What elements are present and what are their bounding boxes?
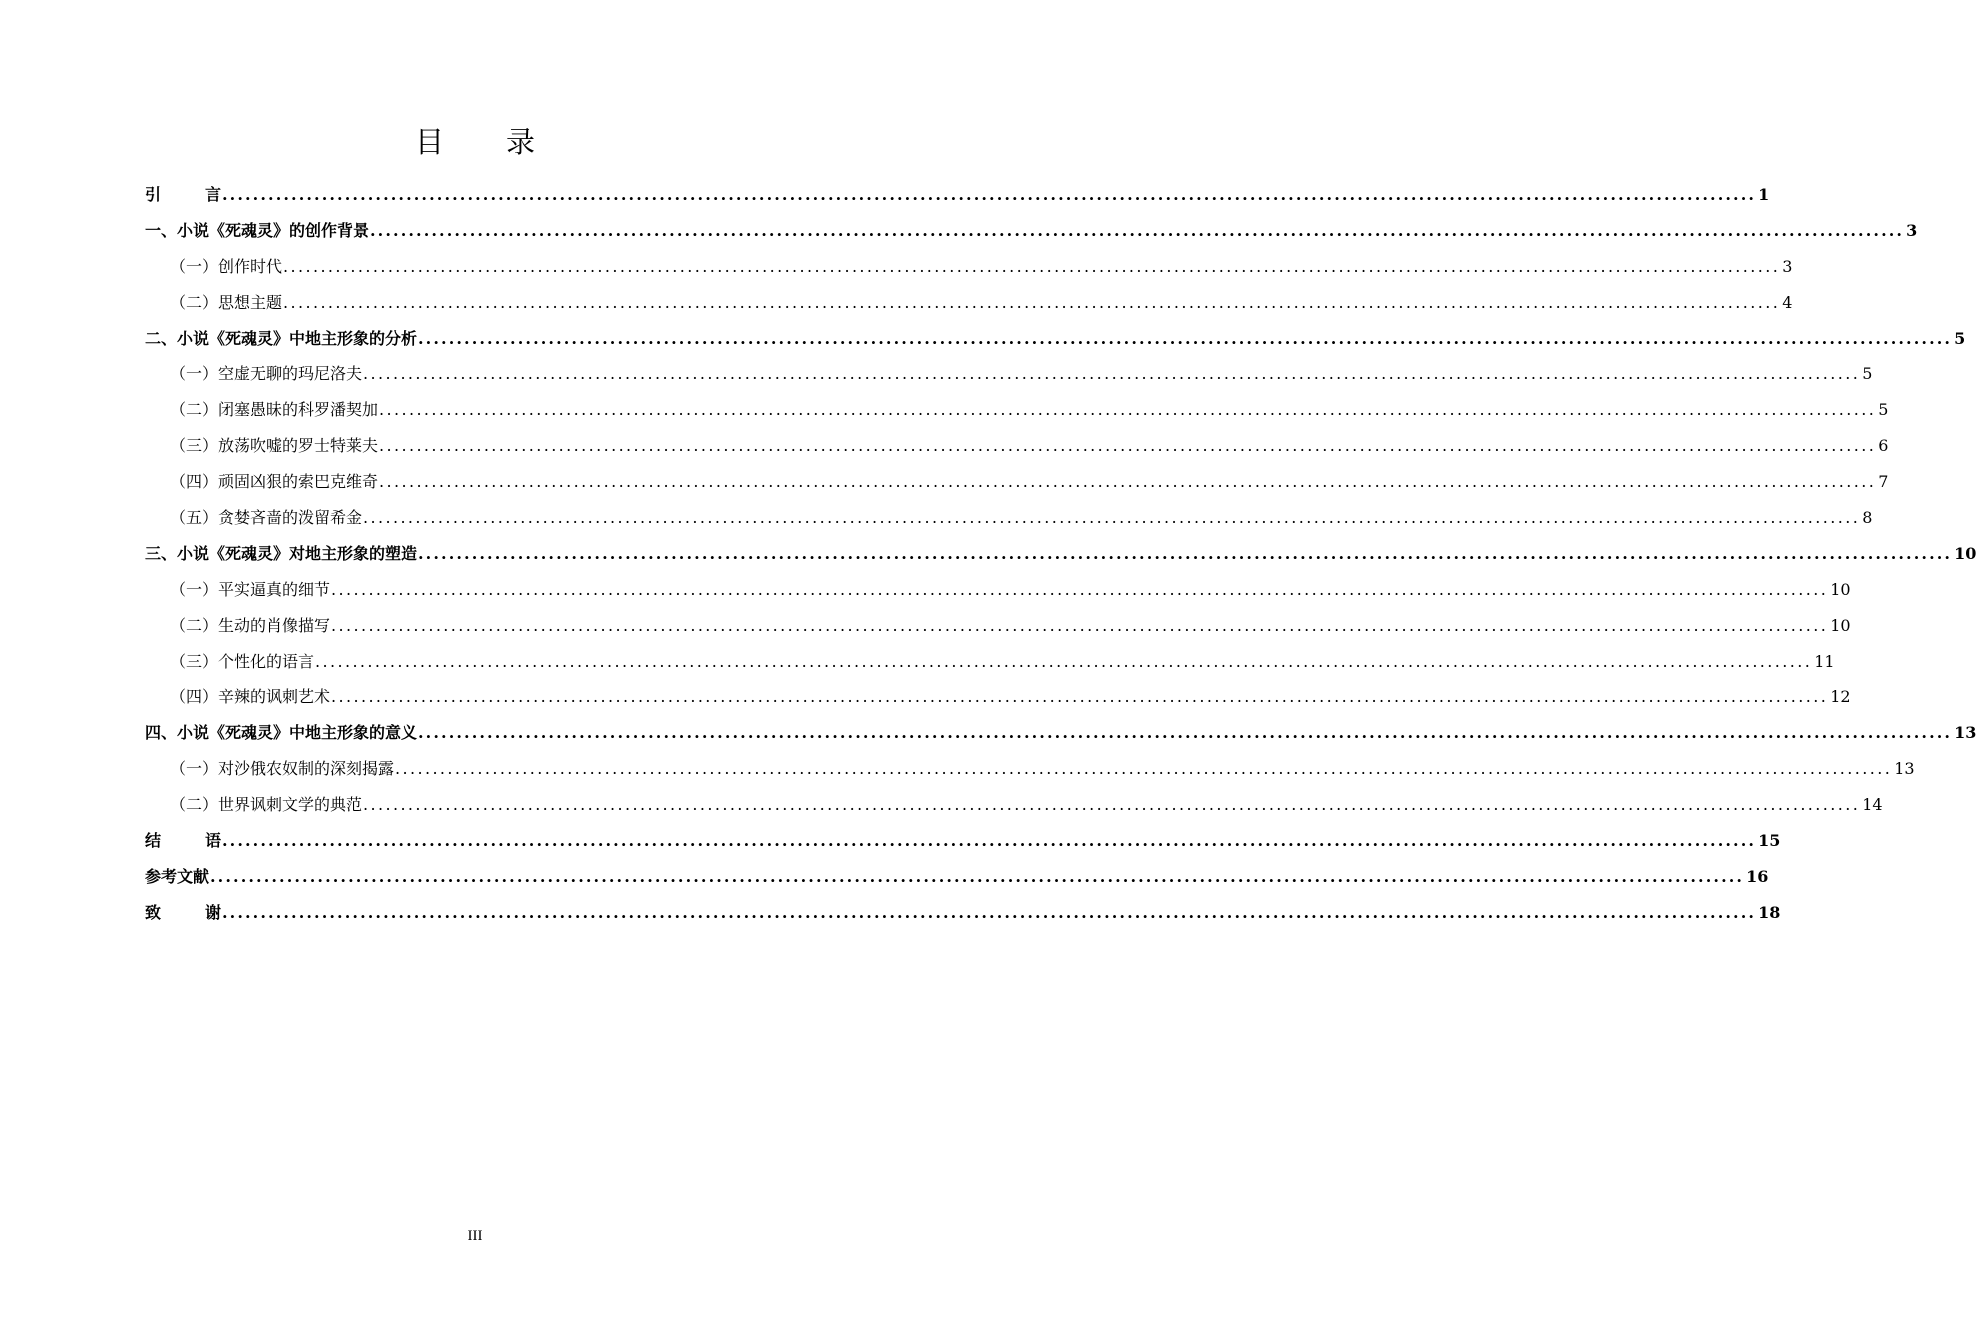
toc-page-number: 18 bbox=[1758, 902, 1781, 922]
dot-leader: ........................................................................................................................................................................................................ bbox=[331, 687, 1829, 707]
dot-leader: ........................................................................................................................................................................................................ bbox=[363, 508, 1861, 528]
toc-entry-section-3-3[interactable] bbox=[145, 644, 1835, 680]
title-char-2: 录 bbox=[506, 125, 536, 159]
toc-entry-label: （四）辛辣的讽刺艺术 bbox=[170, 687, 331, 707]
dot-leader: ........................................................................................................................................................................................................ bbox=[283, 292, 1781, 312]
toc-entry-section-1-2[interactable] bbox=[145, 285, 1793, 321]
toc-entry-section-2-5[interactable] bbox=[145, 500, 1873, 536]
toc-page-number: 15 bbox=[1758, 831, 1781, 851]
toc-entry-section-4-2[interactable] bbox=[145, 787, 1883, 823]
toc-page-number: 8 bbox=[1862, 508, 1873, 528]
toc-entry-label: （三）个性化的语言 bbox=[170, 651, 315, 671]
toc-entry-chapter-3[interactable] bbox=[145, 536, 1976, 572]
dot-leader: ........................................................................................................................................................................................................ bbox=[331, 579, 1829, 599]
toc-entry-label: （一）创作时代 bbox=[170, 256, 283, 276]
toc-page-number: 1 bbox=[1758, 185, 1770, 204]
toc-page-number: 5 bbox=[1862, 364, 1873, 384]
toc-page-number: 6 bbox=[1878, 436, 1889, 456]
toc-entry-section-2-4[interactable] bbox=[145, 464, 1889, 500]
dot-leader: ........................................................................................................................................................................................................ bbox=[283, 256, 1781, 276]
toc-entry-label: 四、小说《死魂灵》中地主形象的意义 bbox=[145, 723, 418, 743]
dot-leader: ........................................................................................................................................................................................................ bbox=[379, 472, 1877, 492]
page-number-footer: III bbox=[467, 1228, 483, 1244]
toc-entry-label: 参考文献 bbox=[145, 866, 210, 886]
toc-entry-label: （一）空虚无聊的玛尼洛夫 bbox=[170, 364, 363, 384]
toc-page-number: 5 bbox=[1954, 328, 1966, 348]
toc-page-number: 10 bbox=[1830, 579, 1851, 599]
toc-entry-section-3-2[interactable] bbox=[145, 608, 1851, 644]
toc-page-number: 16 bbox=[1746, 866, 1769, 886]
toc-page-number: 5 bbox=[1878, 400, 1889, 420]
toc-entry-section-1-1[interactable] bbox=[145, 249, 1793, 285]
dot-leader: ........................................................................................................................................................................................................ bbox=[222, 902, 1757, 922]
toc-entry-chapter-1[interactable] bbox=[145, 213, 1918, 249]
toc-entry-label: （四）顽固凶狠的索巴克维奇 bbox=[170, 472, 379, 492]
toc-entry-section-3-4[interactable] bbox=[145, 679, 1851, 715]
table-of-contents bbox=[145, 177, 1976, 931]
toc-page-number: 7 bbox=[1878, 472, 1889, 492]
dot-leader: ........................................................................................................................................................................................................ bbox=[418, 328, 1953, 348]
toc-entry-label: 引 言 bbox=[145, 185, 221, 204]
toc-page-number: 10 bbox=[1954, 543, 1976, 563]
toc-entry-chapter-2[interactable] bbox=[145, 321, 1966, 357]
toc-page-number: 13 bbox=[1894, 759, 1915, 779]
dot-leader: ........................................................................................................................................................................................................ bbox=[315, 651, 1813, 671]
toc-entry-section-2-1[interactable] bbox=[145, 356, 1873, 392]
dot-leader: ........................................................................................................................................................................................................ bbox=[395, 759, 1893, 779]
toc-entry-section-3-1[interactable] bbox=[145, 572, 1851, 608]
toc-entry-label: 结 语 bbox=[145, 831, 221, 851]
toc-entry-label: （一）对沙俄农奴制的深刻揭露 bbox=[170, 759, 395, 779]
toc-entry-label: （三）放荡吹嘘的罗士特莱夫 bbox=[170, 436, 379, 456]
toc-page-number: 12 bbox=[1830, 687, 1851, 707]
toc-entry-acknowledgements[interactable] bbox=[145, 895, 1781, 931]
toc-entry-label: 一、小说《死魂灵》的创作背景 bbox=[145, 220, 370, 240]
toc-entry-label: （二）生动的肖像描写 bbox=[170, 615, 331, 635]
toc-entry-label: （一）平实逼真的细节 bbox=[170, 579, 331, 599]
dot-leader: ........................................................................................................................................................................................................ bbox=[363, 364, 1861, 384]
toc-entry-label: （二）思想主题 bbox=[170, 292, 283, 312]
toc-page-number: 10 bbox=[1830, 615, 1851, 635]
toc-entry-section-2-3[interactable] bbox=[145, 428, 1889, 464]
toc-entry-introduction[interactable] bbox=[145, 177, 1770, 213]
dot-leader: ........................................................................................................................................................................................................ bbox=[331, 615, 1829, 635]
toc-entry-label: 致 谢 bbox=[145, 902, 221, 922]
toc-entry-label: 二、小说《死魂灵》中地主形象的分析 bbox=[145, 328, 418, 348]
toc-entry-label: 三、小说《死魂灵》对地主形象的塑造 bbox=[145, 543, 418, 563]
toc-entry-section-4-1[interactable] bbox=[145, 751, 1915, 787]
dot-leader: ........................................................................................................................................................................................................ bbox=[418, 723, 1953, 743]
toc-page-number: 4 bbox=[1782, 292, 1793, 312]
toc-page-number: 3 bbox=[1906, 220, 1918, 240]
dot-leader: ........................................................................................................................................................................................................ bbox=[222, 185, 1757, 204]
toc-entry-conclusion[interactable] bbox=[145, 823, 1781, 859]
toc-page-number: 13 bbox=[1954, 723, 1976, 743]
dot-leader: ........................................................................................................................................................................................................ bbox=[210, 866, 1745, 886]
title-char-1: 目 bbox=[414, 125, 444, 159]
toc-entry-label: （二）闭塞愚昧的科罗潘契加 bbox=[170, 400, 379, 420]
dot-leader: ........................................................................................................................................................................................................ bbox=[379, 436, 1877, 456]
toc-entry-section-2-2[interactable] bbox=[145, 392, 1889, 428]
toc-page-number: 14 bbox=[1862, 795, 1883, 815]
toc-entry-label: （五）贪婪吝啬的泼留希金 bbox=[170, 508, 363, 528]
toc-entry-chapter-4[interactable] bbox=[145, 715, 1976, 751]
toc-page-number: 11 bbox=[1814, 651, 1835, 671]
page-title bbox=[0, 120, 950, 164]
toc-entry-references[interactable] bbox=[145, 859, 1769, 895]
dot-leader: ........................................................................................................................................................................................................ bbox=[363, 795, 1861, 815]
dot-leader: ........................................................................................................................................................................................................ bbox=[370, 220, 1905, 240]
dot-leader: ........................................................................................................................................................................................................ bbox=[222, 831, 1757, 851]
toc-entry-label: （二）世界讽刺文学的典范 bbox=[170, 795, 363, 815]
dot-leader: ........................................................................................................................................................................................................ bbox=[418, 543, 1953, 563]
dot-leader: ........................................................................................................................................................................................................ bbox=[379, 400, 1877, 420]
toc-page-number: 3 bbox=[1782, 256, 1793, 276]
